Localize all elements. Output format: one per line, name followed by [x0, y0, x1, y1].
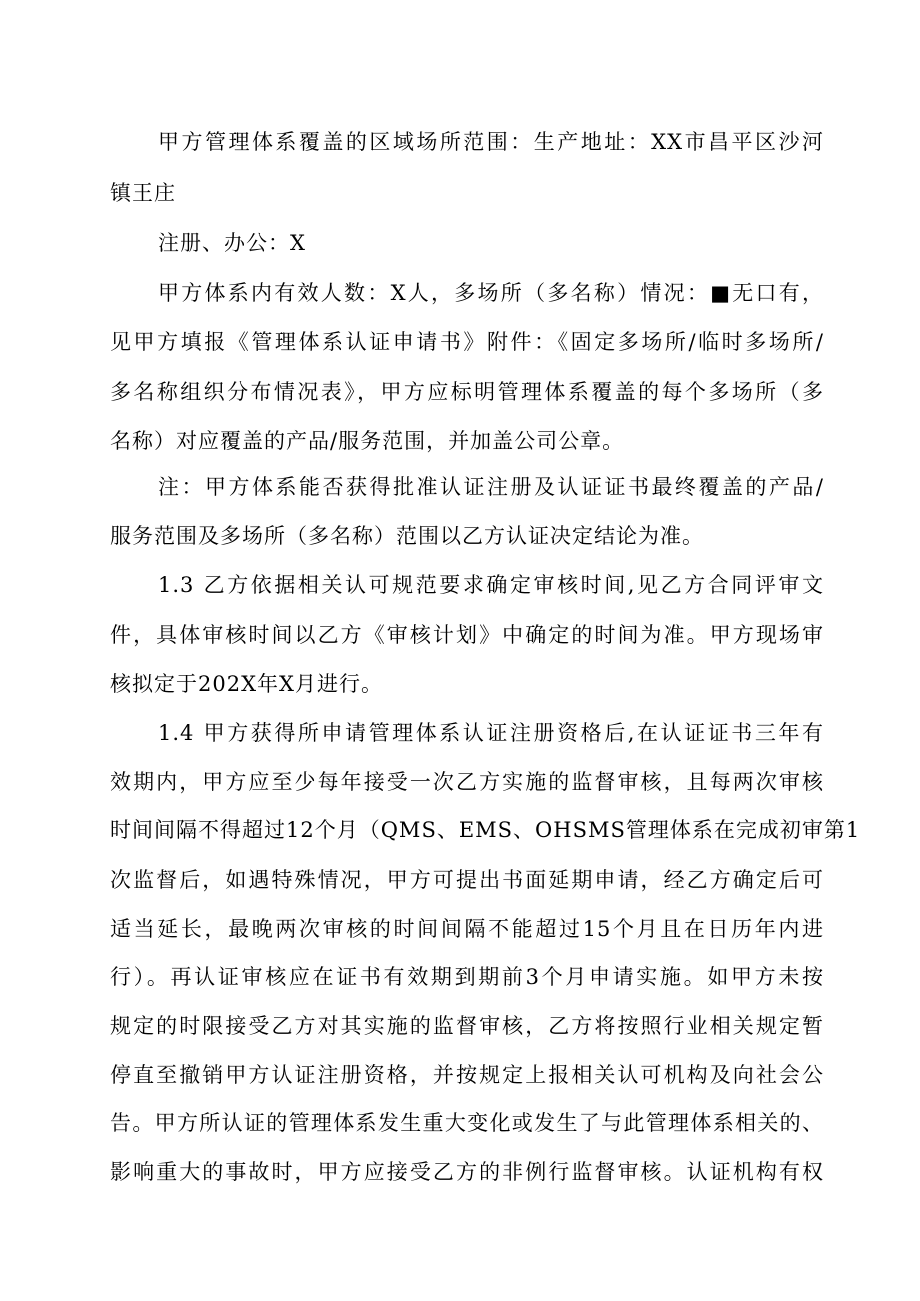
paragraph-line: 告。甲方所认证的管理体系发生重大变化或发生了与此管理体系相关的、 — [110, 1111, 824, 1135]
paragraph-line: 1.3 乙方依据相关认可规范要求确定审核时间,见乙方合同评审文 — [158, 573, 824, 597]
paragraph-line: 停直至撤销甲方认证注册资格，并按规定上报相关认可机构及向社会公 — [110, 1063, 824, 1087]
paragraph-line: 镇王庄 — [110, 181, 176, 205]
paragraph-line: 甲方体系内有效人数：X人，多场所（多名称）情况：■无口有， — [158, 281, 824, 305]
paragraph-line: 1.4 甲方获得所申请管理体系认证注册资格后,在认证证书三年有 — [158, 721, 824, 745]
paragraph-line: 名称）对应覆盖的产品/服务范围，并加盖公司公章。 — [110, 429, 625, 453]
paragraph-line: 甲方管理体系覆盖的区域场所范围：生产地址：XX市昌平区沙河 — [158, 130, 824, 154]
paragraph-line: 影响重大的事故时，甲方应接受乙方的非例行监督审核。认证机构有权 — [110, 1160, 824, 1184]
paragraph-line: 核拟定于202X年X月进行。 — [110, 672, 383, 696]
paragraph-line: 效期内，甲方应至少每年接受一次乙方实施的监督审核，且每两次审核 — [110, 770, 824, 794]
paragraph-line: 规定的时限接受乙方对其实施的监督审核，乙方将按照行业相关规定暂 — [110, 1014, 824, 1038]
paragraph-line: 次监督后，如遇特殊情况，甲方可提出书面延期申请，经乙方确定后可 — [110, 868, 824, 892]
paragraph-line: 注册、办公：X — [158, 231, 306, 255]
paragraph-line: 多名称组织分布情况表》，甲方应标明管理体系覆盖的每个多场所（多 — [110, 380, 824, 404]
paragraph-line: 服务范围及多场所（多名称）范围以乙方认证决定结论为准。 — [110, 524, 704, 548]
paragraph-line: 见甲方填报《管理体系认证申请书》附件：《固定多场所/临时多场所/ — [110, 330, 824, 354]
paragraph-line: 适当延长，最晚两次审核的时间间隔不能超过15个月且在日历年内进 — [110, 917, 824, 941]
paragraph-line: 注：甲方体系能否获得批准认证注册及认证证书最终覆盖的产品/ — [158, 475, 824, 499]
paragraph-line: 时间间隔不得超过12个月（QMS、EMS、OHSMS管理体系在完成初审第1 — [110, 818, 861, 842]
paragraph-line: 行）。再认证审核应在证书有效期到期前3个月申请实施。如甲方未按 — [110, 965, 824, 989]
paragraph-line: 件，具体审核时间以乙方《审核计划》中确定的时间为准。甲方现场审 — [110, 623, 824, 647]
